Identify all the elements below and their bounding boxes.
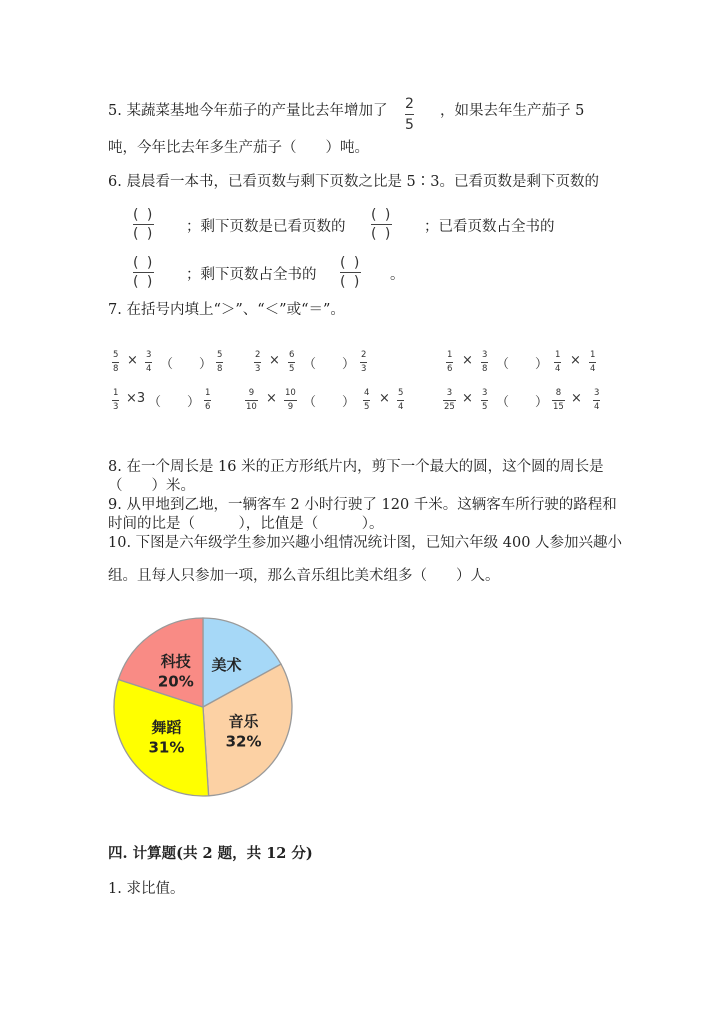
pie-slice-value: 31% [148, 738, 185, 757]
q5-fraction-numerator: 2 [405, 96, 414, 112]
q7-r1a-blank: （ ） [160, 357, 213, 372]
q7-r2b-blank: （ ） [303, 395, 356, 410]
q8-line1: 8. 在一个周长是 16 米的正方形纸片内，剪下一个最大的圆，这个圆的周长是 [108, 459, 604, 475]
q5-text-part1: 5. 某蔬菜基地今年茄子的产量比去年增加了 [108, 103, 388, 119]
q7-r2c-frac4 [593, 389, 600, 411]
section-heading: 四. 计算题(共 2 题，共 12 分) [108, 845, 313, 862]
denominator: 10 [246, 401, 257, 412]
q6-blank-fraction-2 [371, 208, 392, 241]
blank-denominator: ( ) [133, 226, 155, 242]
numerator: 2 [361, 350, 367, 360]
denominator: 8 [113, 363, 119, 374]
numerator: 6 [289, 350, 295, 360]
q7-r1c-blank: （ ） [496, 357, 549, 372]
numerator: 1 [555, 350, 561, 360]
q7-r1c-frac2 [481, 351, 488, 373]
numerator: 1 [205, 388, 211, 398]
pie-slice-label: 美术 [211, 656, 242, 675]
times-sign: × [379, 391, 390, 406]
q7-r2b-frac3 [363, 389, 370, 411]
numerator: 8 [555, 388, 562, 398]
denominator: 3 [361, 363, 367, 374]
times-sign: × [571, 391, 582, 406]
q7-title: 7. 在括号内填上“＞”、“＜”或“＝”。 [108, 302, 345, 318]
pie-chart [110, 614, 300, 804]
q7-r1c-frac3 [554, 351, 561, 373]
numerator: 1 [590, 350, 596, 360]
denominator: 25 [444, 401, 455, 412]
q7-r2c-frac2 [481, 389, 488, 411]
denominator: 4 [398, 401, 404, 412]
numerator: 3 [594, 388, 600, 398]
q8-line2: （ ）米。 [108, 478, 195, 494]
q10-line2: 组。且每人只参加一项，那么音乐组比美术组多（ ）人。 [108, 568, 500, 584]
numerator: 5 [113, 350, 119, 360]
q7-r2c-frac3 [552, 389, 565, 411]
q7-r1b-blank: （ ） [303, 357, 356, 372]
denominator: 8 [217, 363, 223, 374]
times-sign: × [462, 353, 473, 368]
q7-r2b-frac2 [284, 389, 297, 411]
q7-r2c-frac1 [443, 389, 456, 411]
q7-r2c-blank: （ ） [496, 395, 549, 410]
numerator: 2 [255, 350, 261, 360]
q5-fraction [405, 97, 414, 132]
times-sign: × [127, 353, 138, 368]
q6-text-2: ；已看页数占全书的 [424, 219, 555, 235]
q7-r2b-frac4 [397, 389, 404, 411]
q7-r2a-frac2 [204, 389, 211, 411]
blank-denominator: ( ) [340, 274, 362, 290]
denominator: 5 [289, 363, 295, 374]
denominator: 15 [553, 401, 564, 412]
q6-text-3: ；剩下页数占全书的 [186, 267, 317, 283]
numerator: 9 [248, 388, 255, 398]
pie-slice-label: 舞蹈 [151, 718, 182, 737]
blank-numerator: ( ) [340, 255, 362, 271]
q7-r2b-frac1 [245, 389, 258, 411]
times-sign: × [570, 353, 581, 368]
q5-text-line2: 吨，今年比去年多生产茄子（ ）吨。 [108, 140, 369, 156]
q7-r1b-frac1 [254, 351, 261, 373]
q6-blank-fraction-1 [133, 208, 154, 241]
denominator: 6 [205, 401, 211, 412]
numerator: 3 [482, 388, 488, 398]
q6-blank-fraction-3 [133, 256, 154, 289]
numerator: 3 [482, 350, 488, 360]
times-sign: × [462, 391, 473, 406]
denominator: 5 [482, 401, 488, 412]
q7-r1b-frac3 [360, 351, 367, 373]
denominator: 9 [287, 401, 294, 412]
blank-numerator: ( ) [371, 207, 393, 223]
q7-r1a-frac1 [112, 351, 119, 373]
q6-text-line1: 6. 晨晨看一本书，已看页数与剩下页数之比是 5∶3。已看页数是剩下页数的 [108, 174, 600, 190]
times-sign: × [269, 353, 280, 368]
q7-r1a-frac3 [216, 351, 223, 373]
numerator: 5 [398, 388, 404, 398]
denominator: 4 [555, 363, 561, 374]
denominator: 3 [255, 363, 261, 374]
q7-r2a-frac1 [112, 389, 119, 411]
numerator: 1 [447, 350, 453, 360]
pie-slice-value: 20% [157, 672, 194, 691]
blank-denominator: ( ) [133, 274, 155, 290]
numerator: 5 [217, 350, 223, 360]
pie-slice-value: 32% [225, 732, 262, 751]
q6-blank-fraction-4 [340, 256, 361, 289]
numerator: 4 [364, 388, 370, 398]
denominator: 4 [146, 363, 152, 374]
times-three: ×3 [126, 391, 146, 406]
numerator: 3 [146, 350, 152, 360]
denominator: 4 [594, 401, 600, 412]
q9-line2: 时间的比是（ ），比值是（ ）。 [108, 516, 384, 532]
denominator: 3 [113, 401, 119, 412]
denominator: 6 [447, 363, 453, 374]
q7-r1c-frac4 [589, 351, 596, 373]
times-sign: × [266, 391, 277, 406]
q7-r2a-blank: （ ） [148, 395, 201, 410]
q10-line1: 10. 下图是六年级学生参加兴趣小组情况统计图，已知六年级 400 人参加兴趣小 [108, 535, 623, 551]
blank-numerator: ( ) [133, 207, 155, 223]
q7-r1b-frac2 [288, 351, 295, 373]
q9-line1: 9. 从甲地到乙地，一辆客车 2 小时行驶了 120 千米。这辆客车所行驶的路程和 [108, 497, 617, 513]
numerator: 10 [285, 388, 296, 398]
denominator: 5 [364, 401, 370, 412]
denominator: 4 [590, 363, 596, 374]
q5-text-part2: ，如果去年生产茄子 5 [440, 103, 585, 119]
pie-slice-label: 音乐 [228, 712, 259, 731]
numerator: 3 [446, 388, 453, 398]
section4-q1: 1. 求比值。 [108, 881, 185, 897]
blank-denominator: ( ) [371, 226, 393, 242]
q7-r1c-frac1 [446, 351, 453, 373]
denominator: 8 [482, 363, 488, 374]
q5-fraction-denominator: 5 [405, 117, 414, 133]
q7-r1a-frac2 [145, 351, 152, 373]
blank-numerator: ( ) [133, 255, 155, 271]
numerator: 1 [113, 388, 119, 398]
pie-slice-label: 科技 [160, 652, 191, 671]
q6-text-1: ；剩下页数是已看页数的 [186, 219, 346, 235]
q6-text-4: 。 [390, 267, 405, 283]
